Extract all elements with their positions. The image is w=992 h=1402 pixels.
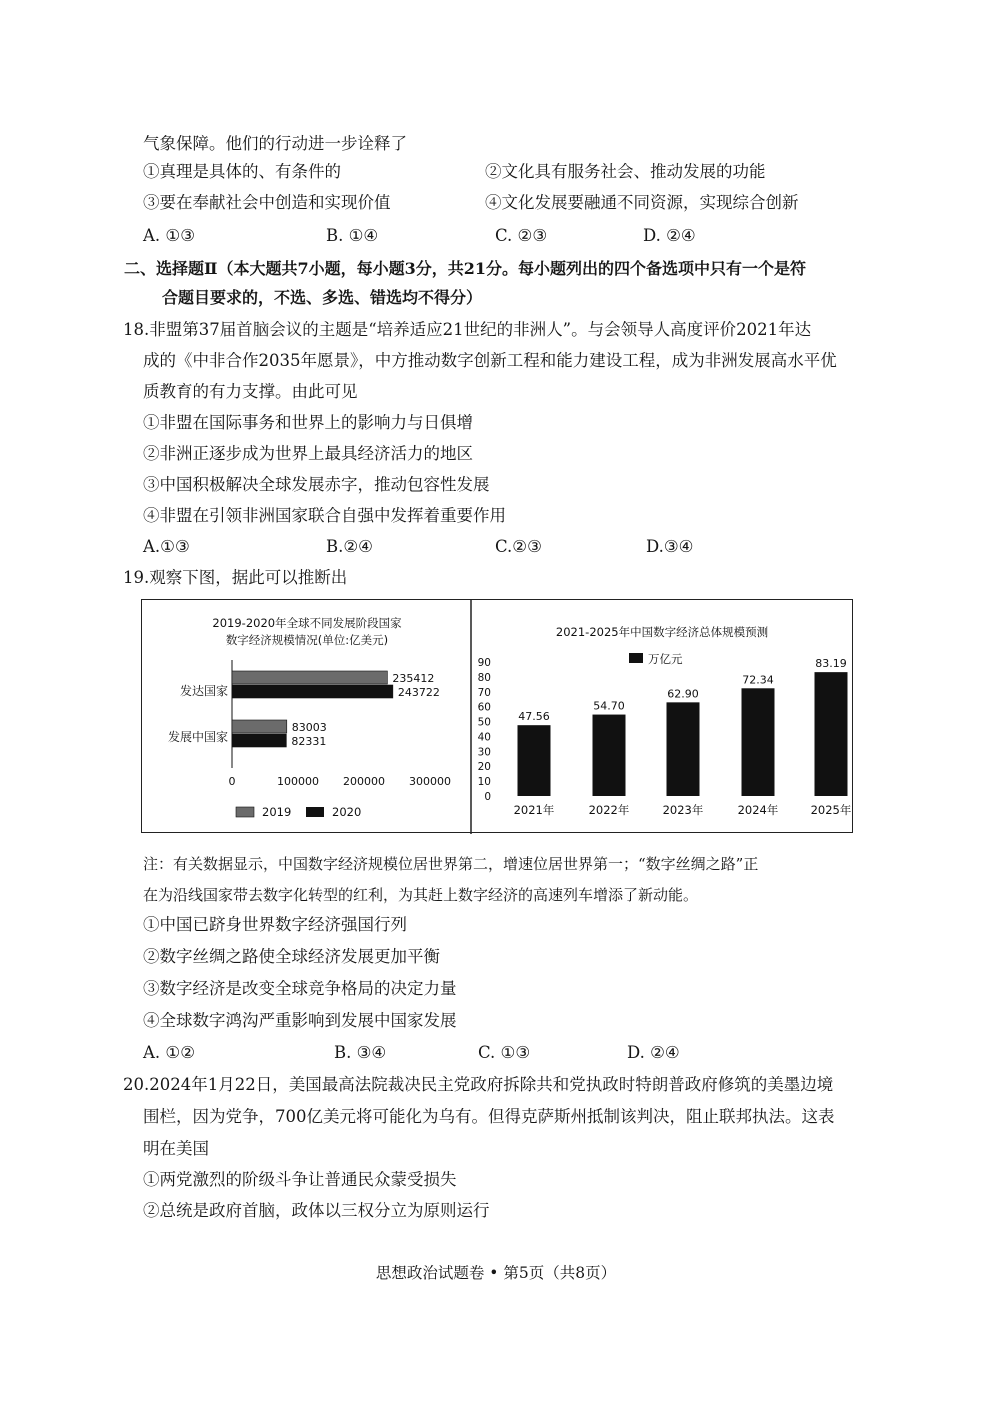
chart1-bar-2020-1 [232,734,286,747]
q18-answer-b: B.②④ [326,537,373,556]
chart1-bars [232,671,440,748]
chart2-y-ticks [478,657,491,803]
chart2-value-label: 62.90 [667,687,699,701]
chart1-value-label-2019-1: 83003 [291,721,327,734]
chart2-y-tick: 0 [484,791,491,803]
chart2-x-tick: 2023年 [662,803,704,817]
section-2-heading: 二、选择题Ⅱ（本大题共7小题，每小题3分，共21分。每小题列出的四个备选项中只有一个是符 [124,259,807,278]
q19-note-line-2: 在为沿线国家带去数字化转型的红利，为其赶上数字经济的高速列车增添了新动能。 [143,886,699,904]
chart1-x-tick: 0 [228,775,236,788]
q19-option-4: ④全球数字鸿沟严重影响到发展中国家发展 [143,1011,457,1030]
q19-answer-b: B. ③④ [334,1043,387,1062]
chart1-legend-2020-swatch [306,807,324,817]
q19-option-3: ③数字经济是改变全球竞争格局的决定力量 [143,979,457,998]
q18-option-3: ③中国积极解决全球发展赤字，推动包容性发展 [143,475,490,494]
q19-option-2: ②数字丝绸之路使全球经济发展更加平衡 [143,947,440,966]
chart1-title: 2019-2020年全球不同发展阶段国家 [212,616,402,630]
q20-stem-line-2: 围栏，因为党争，700亿美元将可能化为乌有。但得克萨斯州抵制该判决，阻止联邦执法。这表 [143,1107,835,1126]
q18-option-1: ①非盟在国际事务和世界上的影响力与日俱增 [143,413,473,432]
q17-answer-d: D. ②④ [643,226,696,245]
chart2-x-tick: 2021年 [513,803,555,817]
chart1-legend-2019: 2019 [262,805,292,819]
q20-option-1: ①两党激烈的阶级斗争让普通民众蒙受损失 [143,1170,457,1189]
chart2-value-label: 47.56 [518,710,550,724]
chart2-x-tick: 2022年 [588,803,630,817]
chart2-y-tick: 10 [477,776,491,789]
chart1-category-developed: 发达国家 [179,684,228,698]
q17-answer-a: A. ①③ [143,226,195,245]
q17-answer-b: B. ①④ [326,226,379,245]
q19-figure [141,599,853,833]
q20-stem-line-3: 明在美国 [143,1139,209,1158]
q19-charts [142,600,854,834]
q17-option-4: ④文化发展要融通不同资源，实现综合创新 [485,193,799,212]
chart2-bar-4 [815,672,848,796]
chart1-x-tick: 300000 [409,775,451,788]
q18-stem-line-3: 质教育的有力支撑。由此可见 [143,382,358,401]
q17-option-3: ③要在奉献社会中创造和实现价值 [143,193,391,212]
q17-option-2: ②文化具有服务社会、推动发展的功能 [485,162,766,181]
chart1-value-label-2020-0: 243722 [397,686,440,699]
chart2-y-tick: 90 [477,657,491,669]
chart2-y-tick: 70 [477,686,491,699]
q18-option-2: ②非洲正逐步成为世界上最具经济活力的地区 [143,444,473,463]
chart2-x-tick: 2025年 [810,803,852,817]
q19-answer-d: D. ②④ [627,1043,680,1062]
q18-answer-d: D.③④ [646,537,694,556]
q20-option-2: ②总统是政府首脑，政体以三权分立为原则运行 [143,1201,490,1220]
chart2-bar-1 [593,715,626,796]
chart1-x-ticks [229,775,452,788]
q19-option-1: ①中国已跻身世界数字经济强国行列 [143,915,407,934]
chart2-bars [514,657,852,817]
q19-answer-c: C. ①③ [478,1043,531,1062]
q18-option-4: ④非盟在引领非洲国家联合自强中发挥着重要作用 [143,506,506,525]
q19-stem: 19.观察下图，据此可以推断出 [123,568,348,587]
chart2-bar-3 [742,688,775,796]
chart1-subtitle: 数字经济规模情况(单位:亿美元) [225,633,389,647]
chart2-value-label: 83.19 [815,657,847,671]
q20-stem-line-1: 20.2024年1月22日，美国最高法院裁决民主党政府拆除共和党执政时特朗普政府修筑的美墨边境 [123,1075,834,1094]
section-2-heading-cont: 合题目要求的，不选、多选、错选均不得分） [162,288,483,307]
chart1-x-tick: 200000 [343,775,385,788]
chart1-bar-2019-1 [232,720,287,733]
chart2-value-label: 72.34 [742,673,774,687]
chart2-y-tick: 40 [477,731,491,744]
q18-stem-line-1: 18.非盟第37届首脑会议的主题是“培养适应21世纪的非洲人”。与会领导人高度评价2021年达 [123,320,812,339]
chart2-y-tick: 20 [477,761,491,774]
chart2-x-tick: 2024年 [737,803,779,817]
chart1-value-label-2020-1: 82331 [291,735,327,748]
chart1-category-developing: 发展中国家 [167,730,228,744]
chart1-x-tick: 100000 [277,775,319,788]
chart2-y-tick: 60 [477,701,491,714]
q17-answer-c: C. ②③ [495,226,548,245]
chart1-value-label-2019-0: 235412 [392,672,435,685]
chart1-legend-2020: 2020 [332,805,362,819]
chart1-bar-2019-0 [232,671,387,684]
q18-stem-line-2: 成的《中非合作2035年愿景》，中方推动数字创新工程和能力建设工程，成为非洲发展高水平优 [143,351,837,370]
chart2-legend-label: 万亿元 [648,652,683,666]
q17-option-1: ①真理是具体的、有条件的 [143,162,341,181]
chart2-value-label: 54.70 [593,699,625,713]
chart2-legend-swatch [629,653,643,663]
chart2-y-tick: 30 [477,746,491,759]
chart1-bar-2020-0 [232,685,393,698]
q18-answer-c: C.②③ [495,537,542,556]
chart2-y-tick: 80 [477,671,491,684]
q19-note-line-1: 注：有关数据显示，中国数字经济规模位居世界第二，增速位居世界第一；“数字丝绸之路”正 [143,855,759,873]
q18-answer-a: A.①③ [143,537,190,556]
page-footer: 思想政治试题卷 • 第5页（共8页） [375,1264,617,1282]
chart2-y-tick: 50 [477,716,491,729]
chart1-legend-2019-swatch [236,807,254,817]
chart2-bar-2 [667,702,700,796]
q19-answer-a: A. ①② [143,1043,195,1062]
chart2-bar-0 [518,725,551,796]
chart2-title: 2021-2025年中国数字经济总体规模预测 [555,625,769,639]
q17-stem-tail: 气象保障。他们的行动进一步诠释了 [143,134,407,153]
